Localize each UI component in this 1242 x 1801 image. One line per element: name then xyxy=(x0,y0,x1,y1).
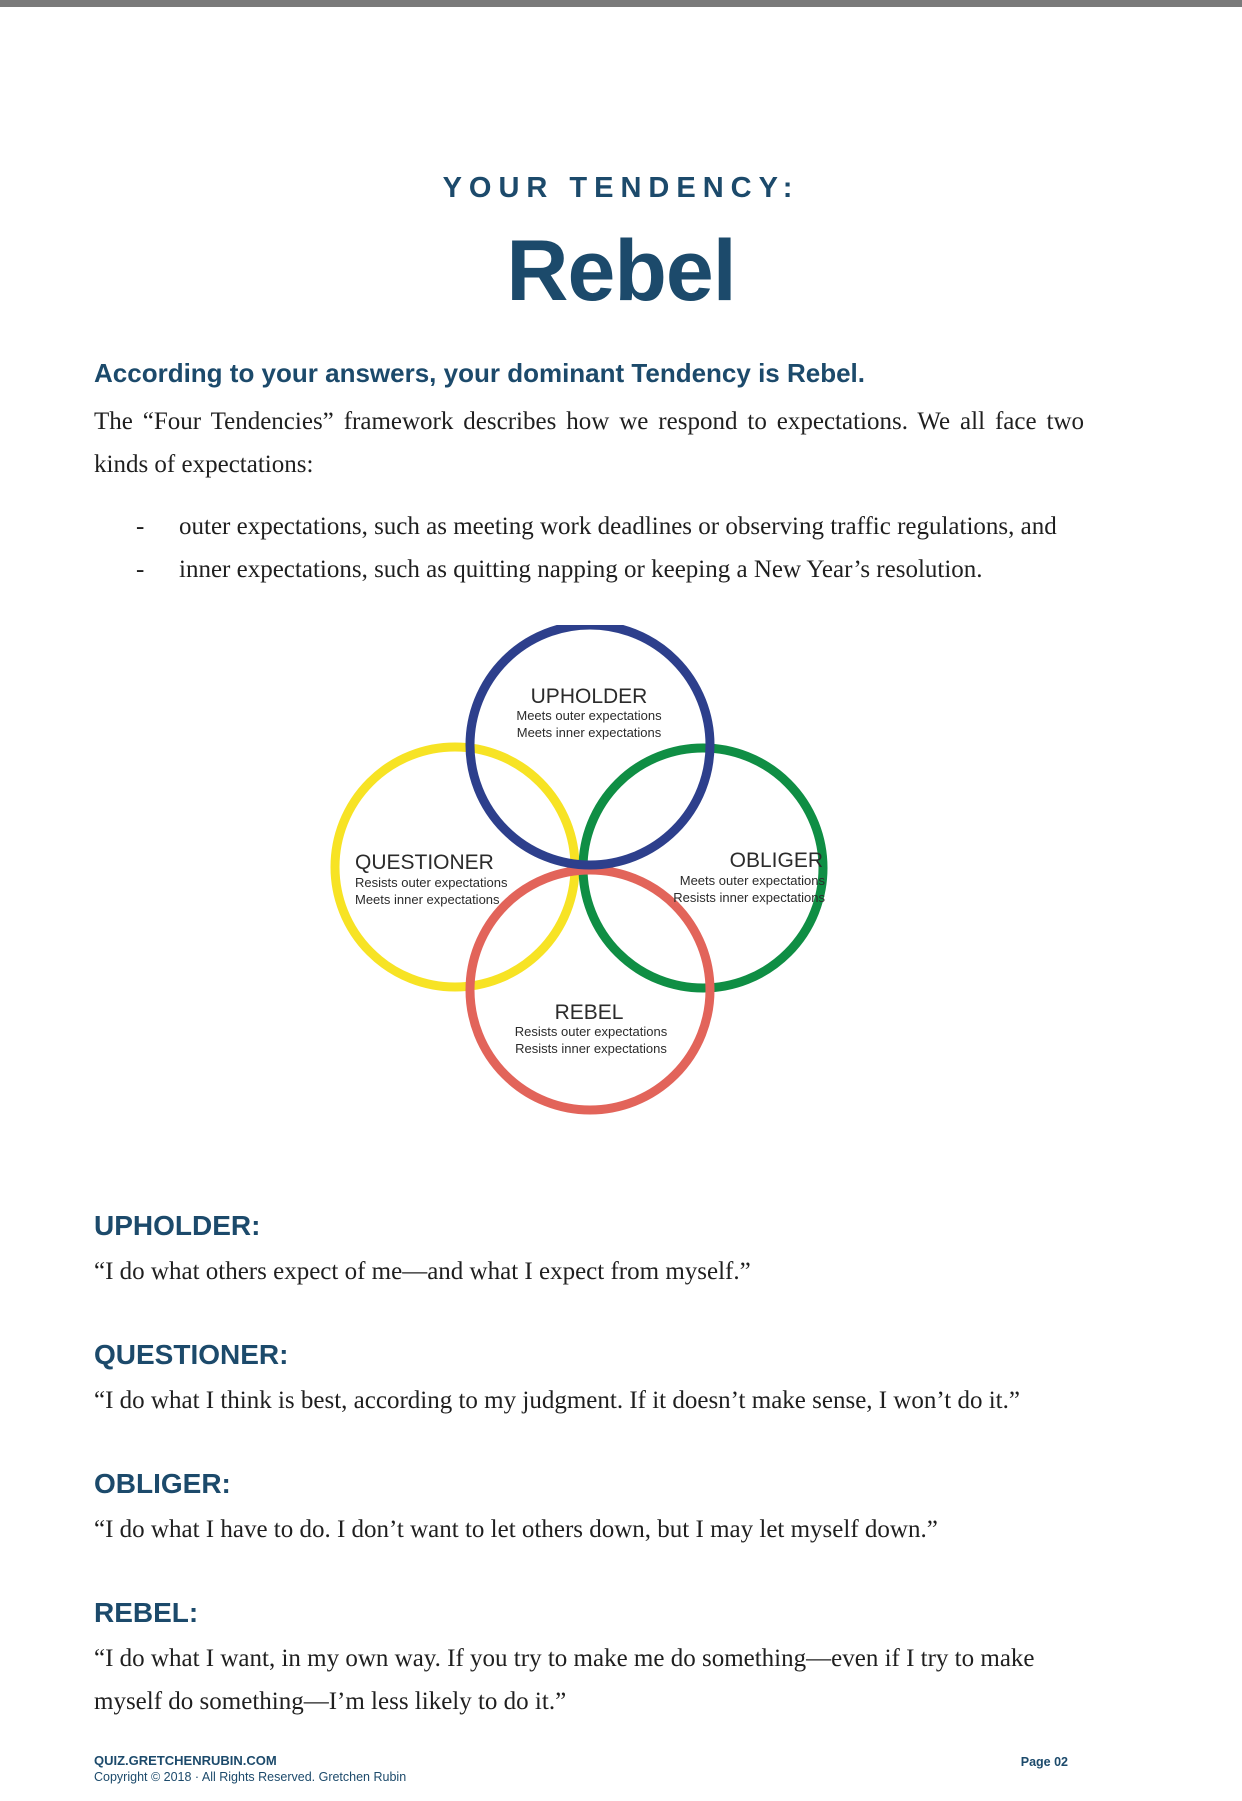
framework-description: The “Four Tendencies” framework describes how we respond to expectations. We all face two kinds of expectations: xyxy=(94,408,1084,478)
rebel-line-1: Resists outer expectations xyxy=(514,1024,668,1039)
tendency-kicker: YOUR TENDENCY: xyxy=(442,172,800,204)
obliger-label: OBLIGER xyxy=(729,849,823,872)
upholder-line-2: Meets inner expectations xyxy=(516,725,662,740)
dominant-tendency-statement: According to your answers, your dominant Tendency is Rebel. xyxy=(94,358,865,388)
list-item-text: inner expectations, such as quitting napping or keeping a New Year’s resolution. xyxy=(179,556,983,583)
rebel-label: REBEL xyxy=(554,1001,624,1024)
bullet-dash: - xyxy=(136,556,145,583)
expectations-list xyxy=(94,505,1154,591)
upholder-quote: “I do what others expect of me—and what I expect from myself.” xyxy=(94,1258,751,1285)
page-title: Rebel xyxy=(506,223,736,319)
four-tendencies-diagram xyxy=(330,625,870,1155)
questioner-line-1: Resists outer expectations xyxy=(355,875,508,890)
rebel-line-2: Resists inner expectations xyxy=(515,1041,667,1056)
list-item-text: outer expectations, such as meeting work deadlines or observing traffic regulations, and xyxy=(179,513,1057,540)
obliger-line-1: Meets outer expectations xyxy=(679,873,825,888)
upholder-heading: UPHOLDER: xyxy=(94,1210,261,1241)
obliger-heading: OBLIGER: xyxy=(94,1468,231,1499)
list-item xyxy=(94,505,1154,548)
website-link[interactable]: QUIZ.GRETCHENRUBIN.COM xyxy=(94,1753,277,1768)
questioner-quote: “I do what I think is best, according to my judgment. If it doesn’t make sense, I won’t do it.” xyxy=(94,1387,1020,1414)
obliger-line-2: Resists inner expectations xyxy=(673,890,825,905)
top-border xyxy=(0,0,1242,7)
copyright-notice: Copyright © 2018 · All Rights Reserved. Gretchen Rubin xyxy=(94,1770,407,1784)
questioner-heading: QUESTIONER: xyxy=(94,1339,289,1370)
rebel-quote: “I do what I want, in my own way. If you try to make me do something—even if I try to make myself do something—I’m less likely to do it.” xyxy=(94,1645,1035,1715)
upholder-line-1: Meets outer expectations xyxy=(516,708,662,723)
footer xyxy=(94,1752,406,1786)
obliger-quote: “I do what I have to do. I don’t want to let others down, but I may let myself down.” xyxy=(94,1516,938,1543)
upholder-label: UPHOLDER xyxy=(530,685,648,708)
questioner-label: QUESTIONER xyxy=(355,851,494,874)
bullet-dash: - xyxy=(136,513,145,540)
page-number: Page 02 xyxy=(1020,1755,1068,1769)
questioner-line-2: Meets inner expectations xyxy=(355,892,500,907)
rebel-heading: REBEL: xyxy=(94,1597,199,1628)
list-item xyxy=(94,548,1154,591)
